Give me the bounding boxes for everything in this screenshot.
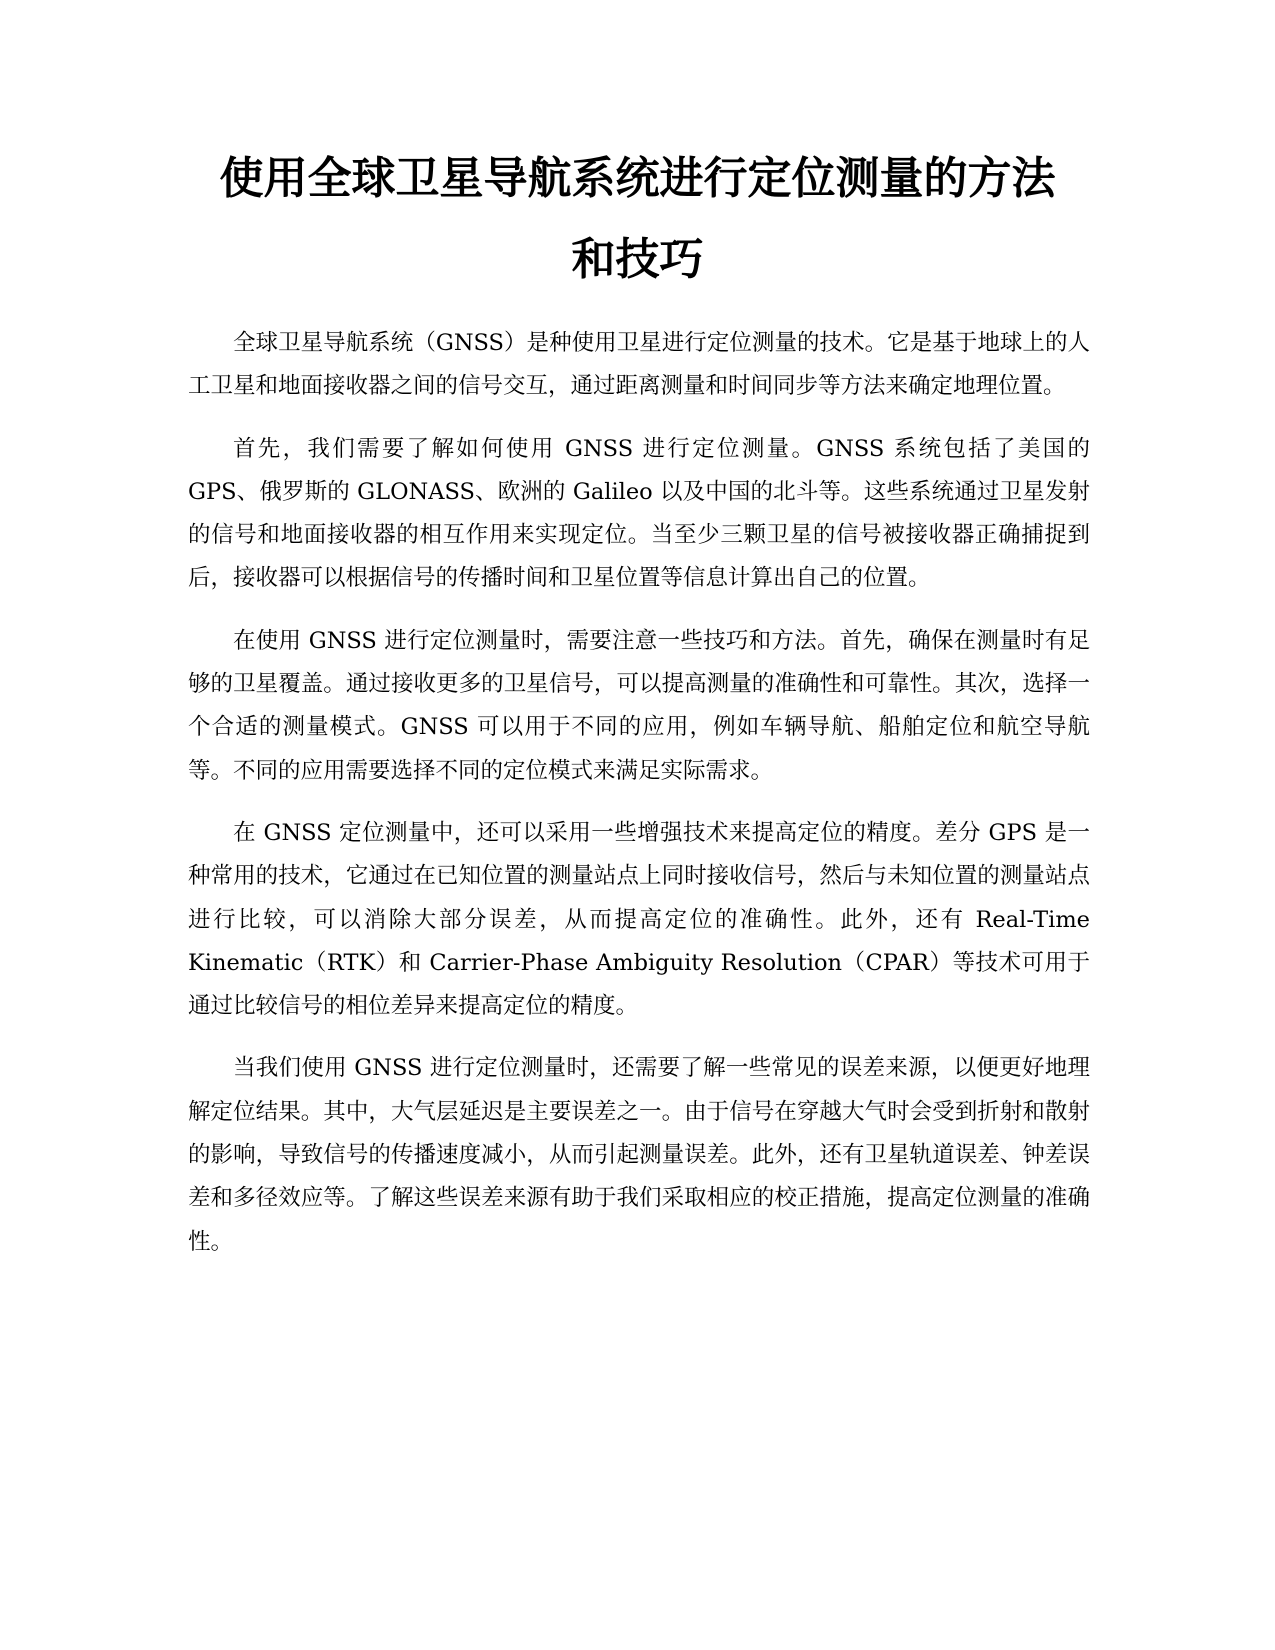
paragraph-error-sources: 当我们使用 GNSS 进行定位测量时，还需要了解一些常见的误差来源，以便更好地理解定位结果。其中，大气层延迟是主要误差之一。由于信号在穿越大气时会受到折射和散射的影响，导致信号的传播速度减小，从而引起测量误差。此外，还有卫星轨道误差、钟差误差和多径效应等。了解这些误差来源有助于我们采取相应的校正措施，提高定位测量的准确性。 <box>188 1055 1090 1255</box>
document-title <box>180 138 1095 300</box>
paragraph-enhancement: 在 GNSS 定位测量中，还可以采用一些增强技术来提高定位的精度。差分 GPS 是一种常用的技术，它通过在已知位置的测量站点上同时接收信号，然后与未知位置的测量站点进行比较，可以消除大部分误差，从而提高定位的准确性。此外，还有 Real-Time Kinematic（RTK）和 Carrier-Phase Ambiguity Resolution（CPAR）等技术可用于通过比较信号的相位差异来提高定位的精度。 <box>188 819 1090 1020</box>
document-body <box>188 322 1090 1283</box>
paragraph-gnss-systems: 首先，我们需要了解如何使用 GNSS 进行定位测量。GNSS 系统包括了美国的 GPS、俄罗斯的 GLONASS、欧洲的 Galileo 以及中国的北斗等。这些系统通过卫星发射的信号和地面接收器的相互作用来实现定位。当至少三颗卫星的信号被接收器正确捕捉到后，接收器可以根据信号的传播时间和卫星位置等信息计算出自己的位置。 <box>188 435 1090 592</box>
paragraph-intro: 全球卫星导航系统（GNSS）是种使用卫星进行定位测量的技术。它是基于地球上的人工卫星和地面接收器之间的信号交互，通过距离测量和时间同步等方法来确定地理位置。 <box>188 330 1090 400</box>
title-line-2: 和技巧 <box>571 234 704 285</box>
paragraph-techniques: 在使用 GNSS 进行定位测量时，需要注意一些技巧和方法。首先，确保在测量时有足够的卫星覆盖。通过接收更多的卫星信号，可以提高测量的准确性和可靠性。其次，选择一个合适的测量模式。GNSS 可以用于不同的应用，例如车辆导航、船舶定位和航空导航等。不同的应用需要选择不同的定位模式来满足实际需求。 <box>188 627 1090 784</box>
title-line-1: 使用全球卫星导航系统进行定位测量的方法 <box>219 153 1056 204</box>
